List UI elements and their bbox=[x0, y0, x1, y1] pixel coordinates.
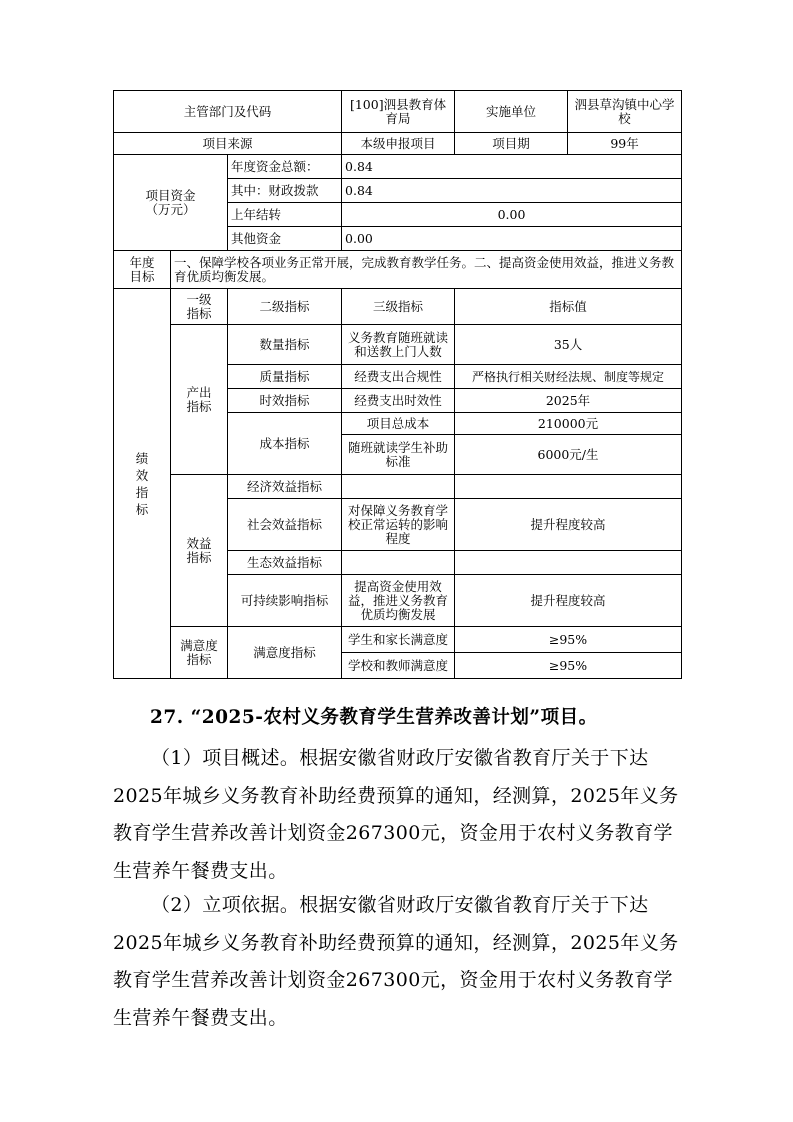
funds-row-value: 0.84 bbox=[342, 179, 682, 203]
performance-table bbox=[113, 90, 682, 679]
timeliness-item: 经费支出时效性 bbox=[342, 389, 455, 413]
social-label: 社会效益指标 bbox=[228, 499, 342, 551]
cost-item: 项目总成本 bbox=[342, 413, 455, 435]
satisfaction-value: ≥95% bbox=[455, 653, 682, 679]
paragraph-basis: （2）立项依据。根据安徽省财政厅安徽省教育厅关于下达2025年城乡义务教育补助经费预算的通知，经测算，2025年义务教育学生营养改善计划资金267300元，资金用于农村义务教育学生营养午餐费支出。 bbox=[113, 894, 679, 1029]
satisfaction-item: 学生和家长满意度 bbox=[342, 627, 455, 653]
source-value: 本级申报项目 bbox=[342, 133, 455, 155]
satisfaction-item: 学校和教师满意度 bbox=[342, 653, 455, 679]
quality-label: 质量指标 bbox=[228, 365, 342, 389]
source-label: 项目来源 bbox=[114, 133, 342, 155]
header-level1-text: 一级指标 bbox=[186, 291, 212, 321]
satisfaction-value: ≥95% bbox=[455, 627, 682, 653]
header-level2: 二级指标 bbox=[228, 289, 342, 325]
header-level3: 三级指标 bbox=[342, 289, 455, 325]
impl-unit-value: 泗县草沟镇中心学校 bbox=[568, 91, 682, 133]
economic-label: 经济效益指标 bbox=[228, 475, 342, 499]
funds-row-value: 0.00 bbox=[342, 227, 682, 251]
period-label: 项目期 bbox=[455, 133, 568, 155]
paragraph-overview: （1）项目概述。根据安徽省财政厅安徽省教育厅关于下达2025年城乡义务教育补助经费预算的通知，经测算，2025年义务教育学生营养改善计划资金267300元，资金用于农村义务教育学生营养午餐费支出。 bbox=[113, 747, 679, 882]
funds-label-text: 项目资金（万元） bbox=[145, 187, 196, 217]
social-value: 提升程度较高 bbox=[455, 499, 682, 551]
economic-value bbox=[455, 475, 682, 499]
cost-item: 随班就读学生补助标准 bbox=[342, 435, 455, 475]
funds-row-value: 0.00 bbox=[342, 203, 682, 227]
funds-label bbox=[114, 155, 228, 251]
header-level1 bbox=[171, 289, 228, 325]
output-label bbox=[171, 325, 228, 475]
dept-value: [100]泗县教育体育局 bbox=[342, 91, 455, 133]
ecological-value bbox=[455, 551, 682, 575]
timeliness-label: 时效指标 bbox=[228, 389, 342, 413]
funds-row-label: 其中：财政拨款 bbox=[228, 179, 342, 203]
cost-label: 成本指标 bbox=[228, 413, 342, 475]
benefit-label-text: 效益指标 bbox=[186, 535, 212, 565]
funds-row-label: 其他资金 bbox=[228, 227, 342, 251]
quantity-item: 义务教育随班就读和送教上门人数 bbox=[342, 325, 455, 365]
perf-label bbox=[114, 289, 171, 679]
impl-unit-label: 实施单位 bbox=[455, 91, 568, 133]
goal-label-text: 年度目标 bbox=[129, 254, 155, 284]
satisfaction-label bbox=[171, 627, 228, 679]
sustain-item: 提高资金使用效益，推进义务教育优质均衡发展 bbox=[342, 575, 455, 627]
satisfaction-sub-label: 满意度指标 bbox=[228, 627, 342, 679]
quantity-value: 35人 bbox=[455, 325, 682, 365]
cost-value: 6000元/生 bbox=[455, 435, 682, 475]
sustain-label: 可持续影响指标 bbox=[228, 575, 342, 627]
funds-row-label: 年度资金总额： bbox=[228, 155, 342, 179]
goal-text: 一、保障学校各项业务正常开展，完成教育教学任务。二、提高资金使用效益，推进义务教育优质均衡发展。 bbox=[171, 251, 682, 289]
quality-item: 经费支出合规性 bbox=[342, 365, 455, 389]
output-label-text: 产出指标 bbox=[186, 384, 212, 414]
period-value: 99年 bbox=[568, 133, 682, 155]
benefit-label bbox=[171, 475, 228, 627]
goal-label bbox=[114, 251, 171, 289]
ecological-item bbox=[342, 551, 455, 575]
dept-label: 主管部门及代码 bbox=[114, 91, 342, 133]
economic-item bbox=[342, 475, 455, 499]
section-heading: 27. “2025-农村义务教育学生营养改善计划”项目。 bbox=[150, 707, 598, 728]
quality-value: 严格执行相关财经法规、制度等规定 bbox=[455, 365, 682, 389]
sustain-value: 提升程度较高 bbox=[455, 575, 682, 627]
funds-row-value: 0.84 bbox=[342, 155, 682, 179]
timeliness-value: 2025年 bbox=[455, 389, 682, 413]
cost-value: 210000元 bbox=[455, 413, 682, 435]
funds-row-label: 上年结转 bbox=[228, 203, 342, 227]
header-value: 指标值 bbox=[455, 289, 682, 325]
satisfaction-label-text: 满意度指标 bbox=[180, 637, 218, 667]
social-item: 对保障义务教育学校正常运转的影响程度 bbox=[342, 499, 455, 551]
ecological-label: 生态效益指标 bbox=[228, 551, 342, 575]
quantity-label: 数量指标 bbox=[228, 325, 342, 365]
perf-label-text: 绩效指标 bbox=[135, 450, 149, 517]
